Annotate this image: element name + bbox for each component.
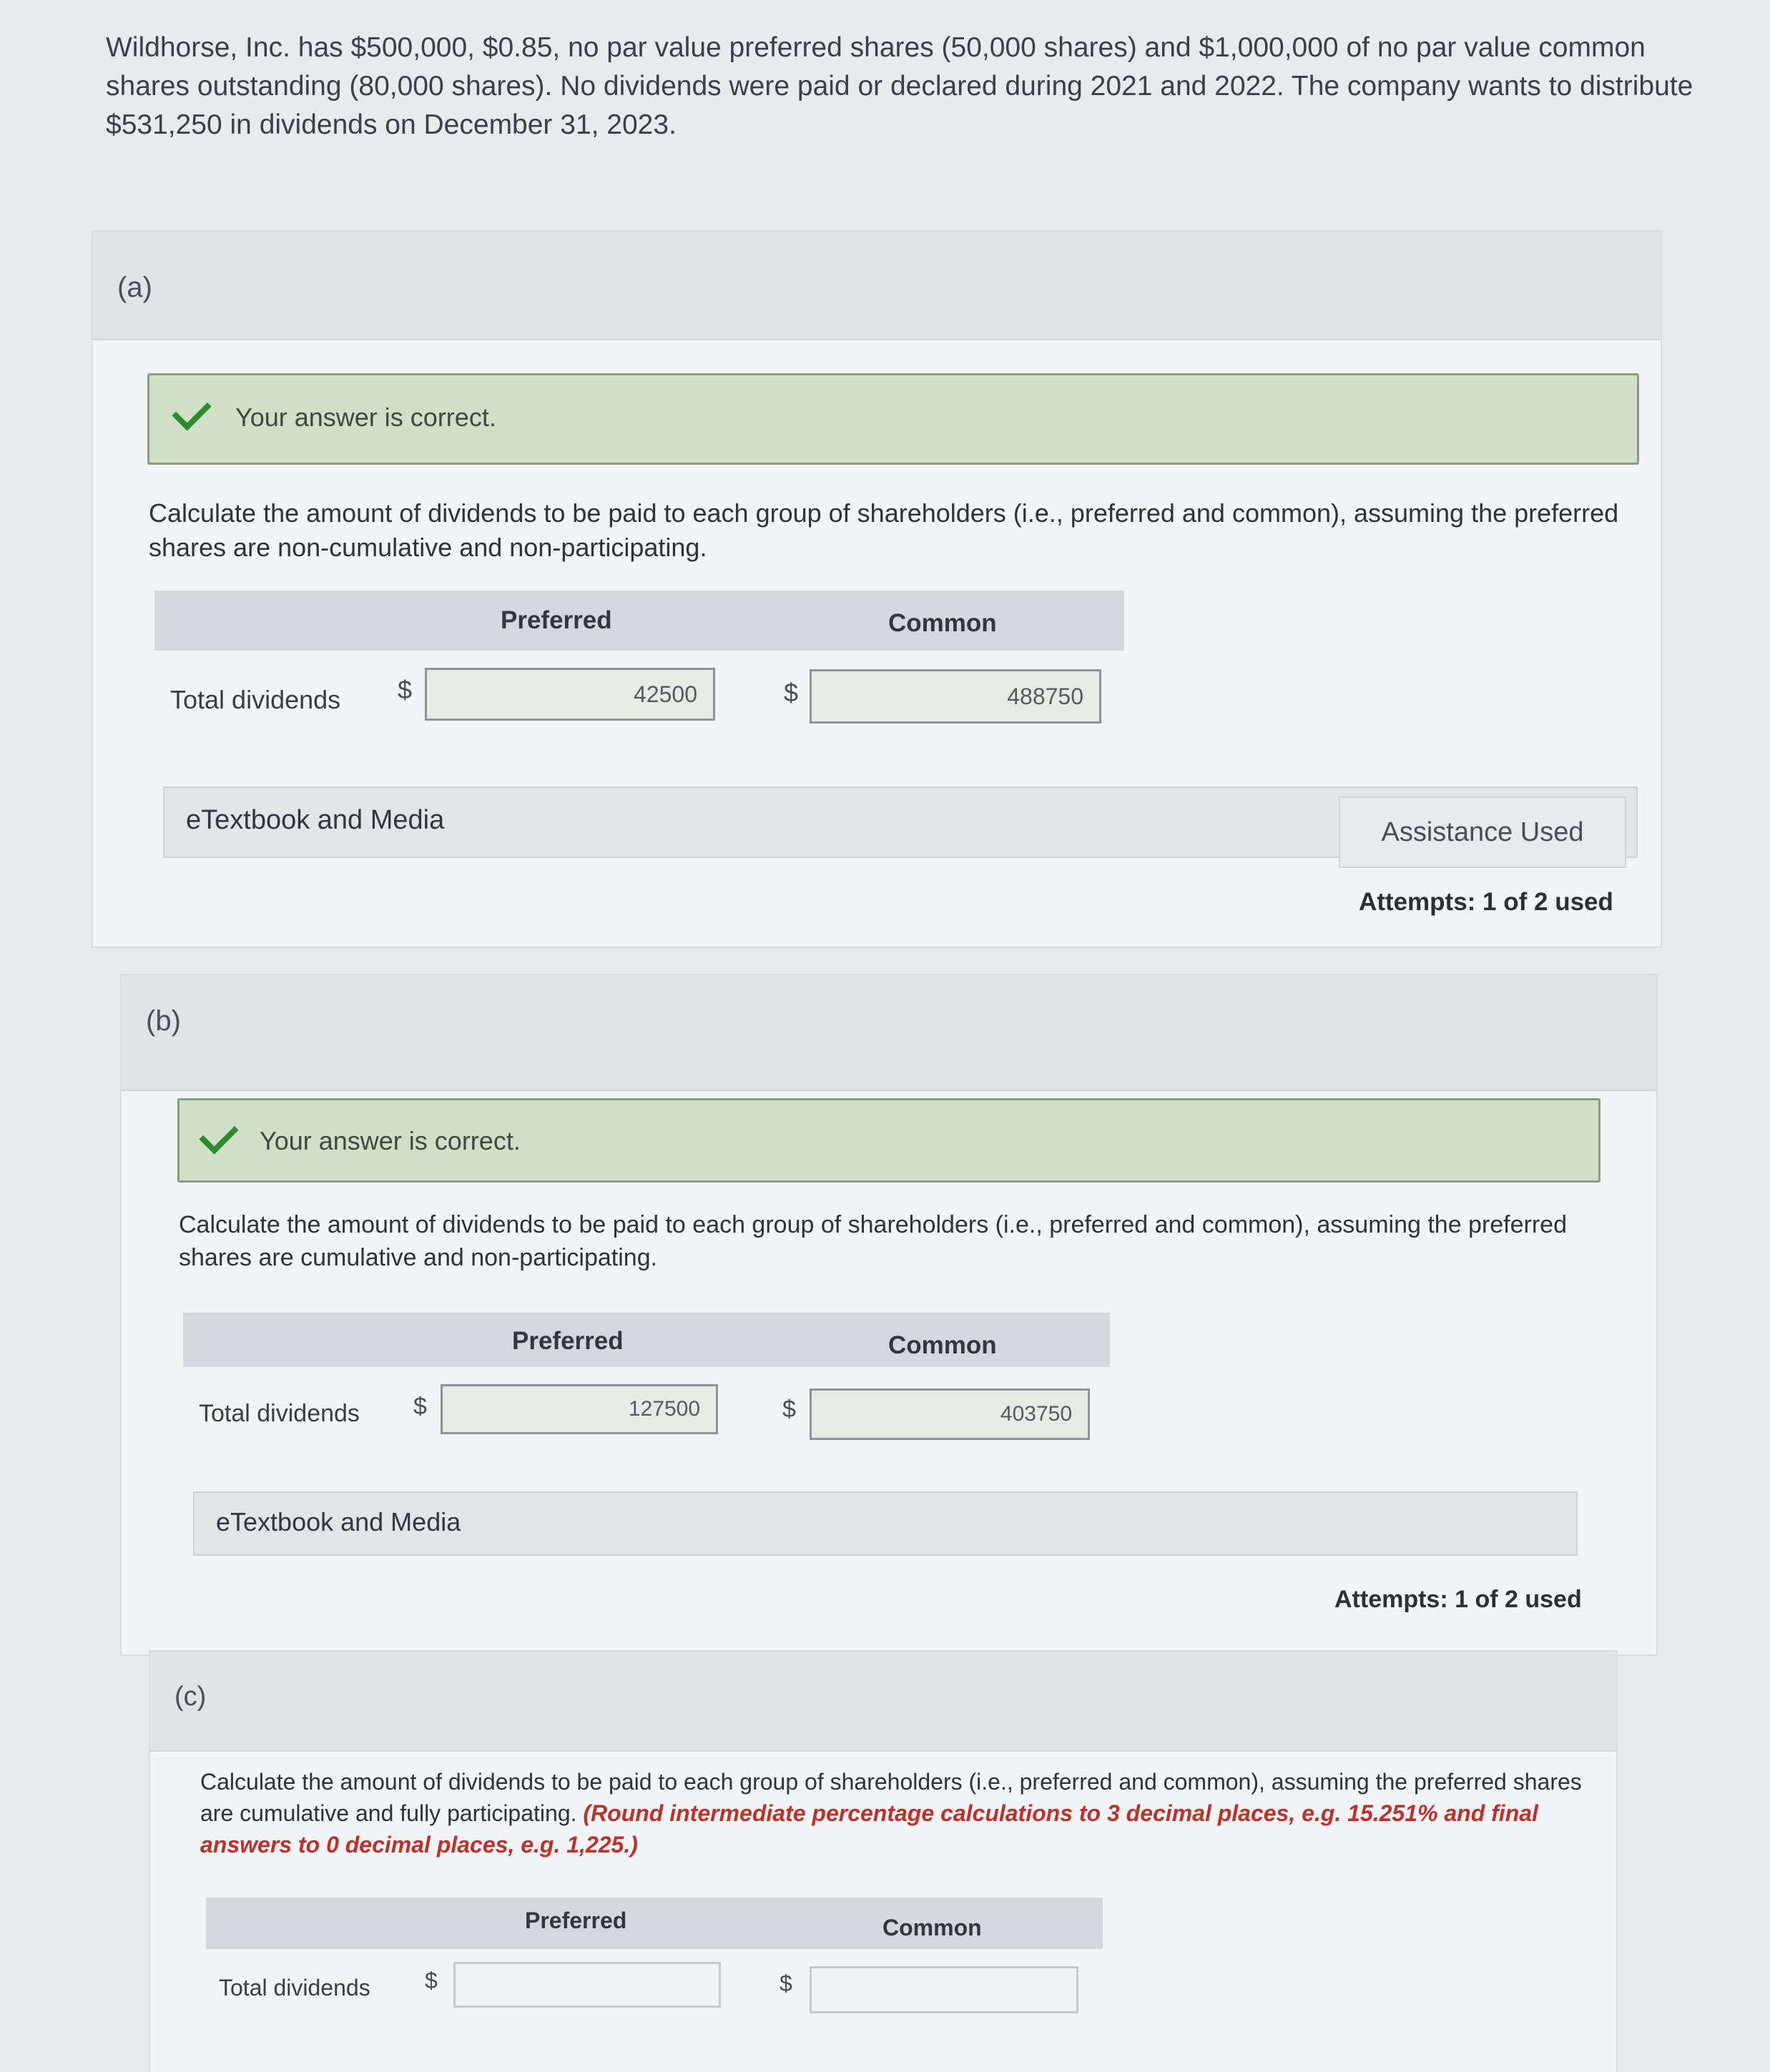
common-dividends-input[interactable]: 488750 <box>810 669 1101 724</box>
part-b-section <box>120 974 1658 1656</box>
part-c-section <box>149 1650 1618 2072</box>
part-c-label: (c) <box>174 1682 207 1712</box>
part-a-label: (a) <box>117 272 152 303</box>
etextbook-media-link[interactable] <box>193 1491 1578 1556</box>
row-label-total-dividends: Total dividends <box>199 1400 360 1427</box>
currency-symbol: $ <box>784 678 799 707</box>
checkmark-icon <box>172 391 211 430</box>
problem-statement: Wildhorse, Inc. has $500,000, $0.85, no par value preferred shares (50,000 shares) and $1,000,000 of no par value common shares outstanding (80,000 shares). No dividends were paid or declared during 2021 and 2022. The company wants to distribute $531,250 in dividends on December 31, 2023. <box>106 32 1693 140</box>
attempts-counter: Attempts: 1 of 2 used <box>1334 1586 1582 1613</box>
column-header-common: Common <box>882 1915 982 1940</box>
part-b-header <box>122 975 1656 1091</box>
currency-symbol: $ <box>782 1396 796 1423</box>
question-body: Calculate the amount of dividends to be paid to each group of shareholders (i.e., preferred and common), assuming the preferred shares are cumulative and fully participating. <box>200 1769 1582 1826</box>
attempts-counter: Attempts: 1 of 2 used <box>1359 888 1613 916</box>
preferred-dividends-input[interactable] <box>453 1962 721 2008</box>
common-dividends-input[interactable] <box>810 1966 1078 2013</box>
column-header-row <box>183 1313 1110 1367</box>
assistance-used-button[interactable]: Assistance Used <box>1339 796 1626 868</box>
row-label-total-dividends: Total dividends <box>219 1975 370 2001</box>
checkmark-icon <box>199 1115 238 1154</box>
preferred-dividends-input[interactable]: 127500 <box>441 1384 718 1434</box>
correct-banner <box>147 373 1639 465</box>
common-dividends-input[interactable]: 403750 <box>810 1388 1090 1440</box>
part-a-header <box>93 232 1661 340</box>
question-text: Calculate the amount of dividends to be paid to each group of shareholders (i.e., preferred and common), assuming the preferred shares are non-cumulative and non-participating. <box>149 498 1619 562</box>
currency-symbol: $ <box>413 1393 427 1420</box>
column-header-preferred: Preferred <box>525 1908 627 1933</box>
rounding-instruction: (Round intermediate percentage calculations to 3 decimal places, e.g. 15.251% and final answers to 0 decimal places, e.g. 1,225.) <box>200 1800 1538 1858</box>
banner-text: Your answer is correct. <box>260 1126 521 1155</box>
column-header-common: Common <box>888 1331 997 1359</box>
part-a-section <box>92 230 1662 948</box>
currency-symbol: $ <box>425 1968 438 1993</box>
column-header-common: Common <box>888 609 997 637</box>
row-label-total-dividends: Total dividends <box>170 685 341 714</box>
column-header-row <box>154 591 1124 651</box>
column-header-preferred: Preferred <box>501 606 612 634</box>
part-b-label: (b) <box>146 1005 181 1037</box>
column-header-row <box>206 1898 1103 1949</box>
etextbook-media-label: eTextbook and Media <box>186 805 445 835</box>
question-text <box>200 1766 1602 1860</box>
correct-banner <box>177 1098 1601 1183</box>
banner-text: Your answer is correct. <box>235 403 496 432</box>
currency-symbol: $ <box>780 1970 792 1996</box>
etextbook-media-label: eTextbook and Media <box>216 1507 461 1536</box>
question-text: Calculate the amount of dividends to be paid to each group of shareholders (i.e., preferred and common), assuming the preferred shares are cumulative and non-participating. <box>179 1211 1568 1271</box>
column-header-preferred: Preferred <box>512 1327 624 1355</box>
preferred-dividends-input[interactable]: 42500 <box>425 668 715 721</box>
currency-symbol: $ <box>398 675 413 704</box>
part-c-header <box>150 1652 1616 1752</box>
